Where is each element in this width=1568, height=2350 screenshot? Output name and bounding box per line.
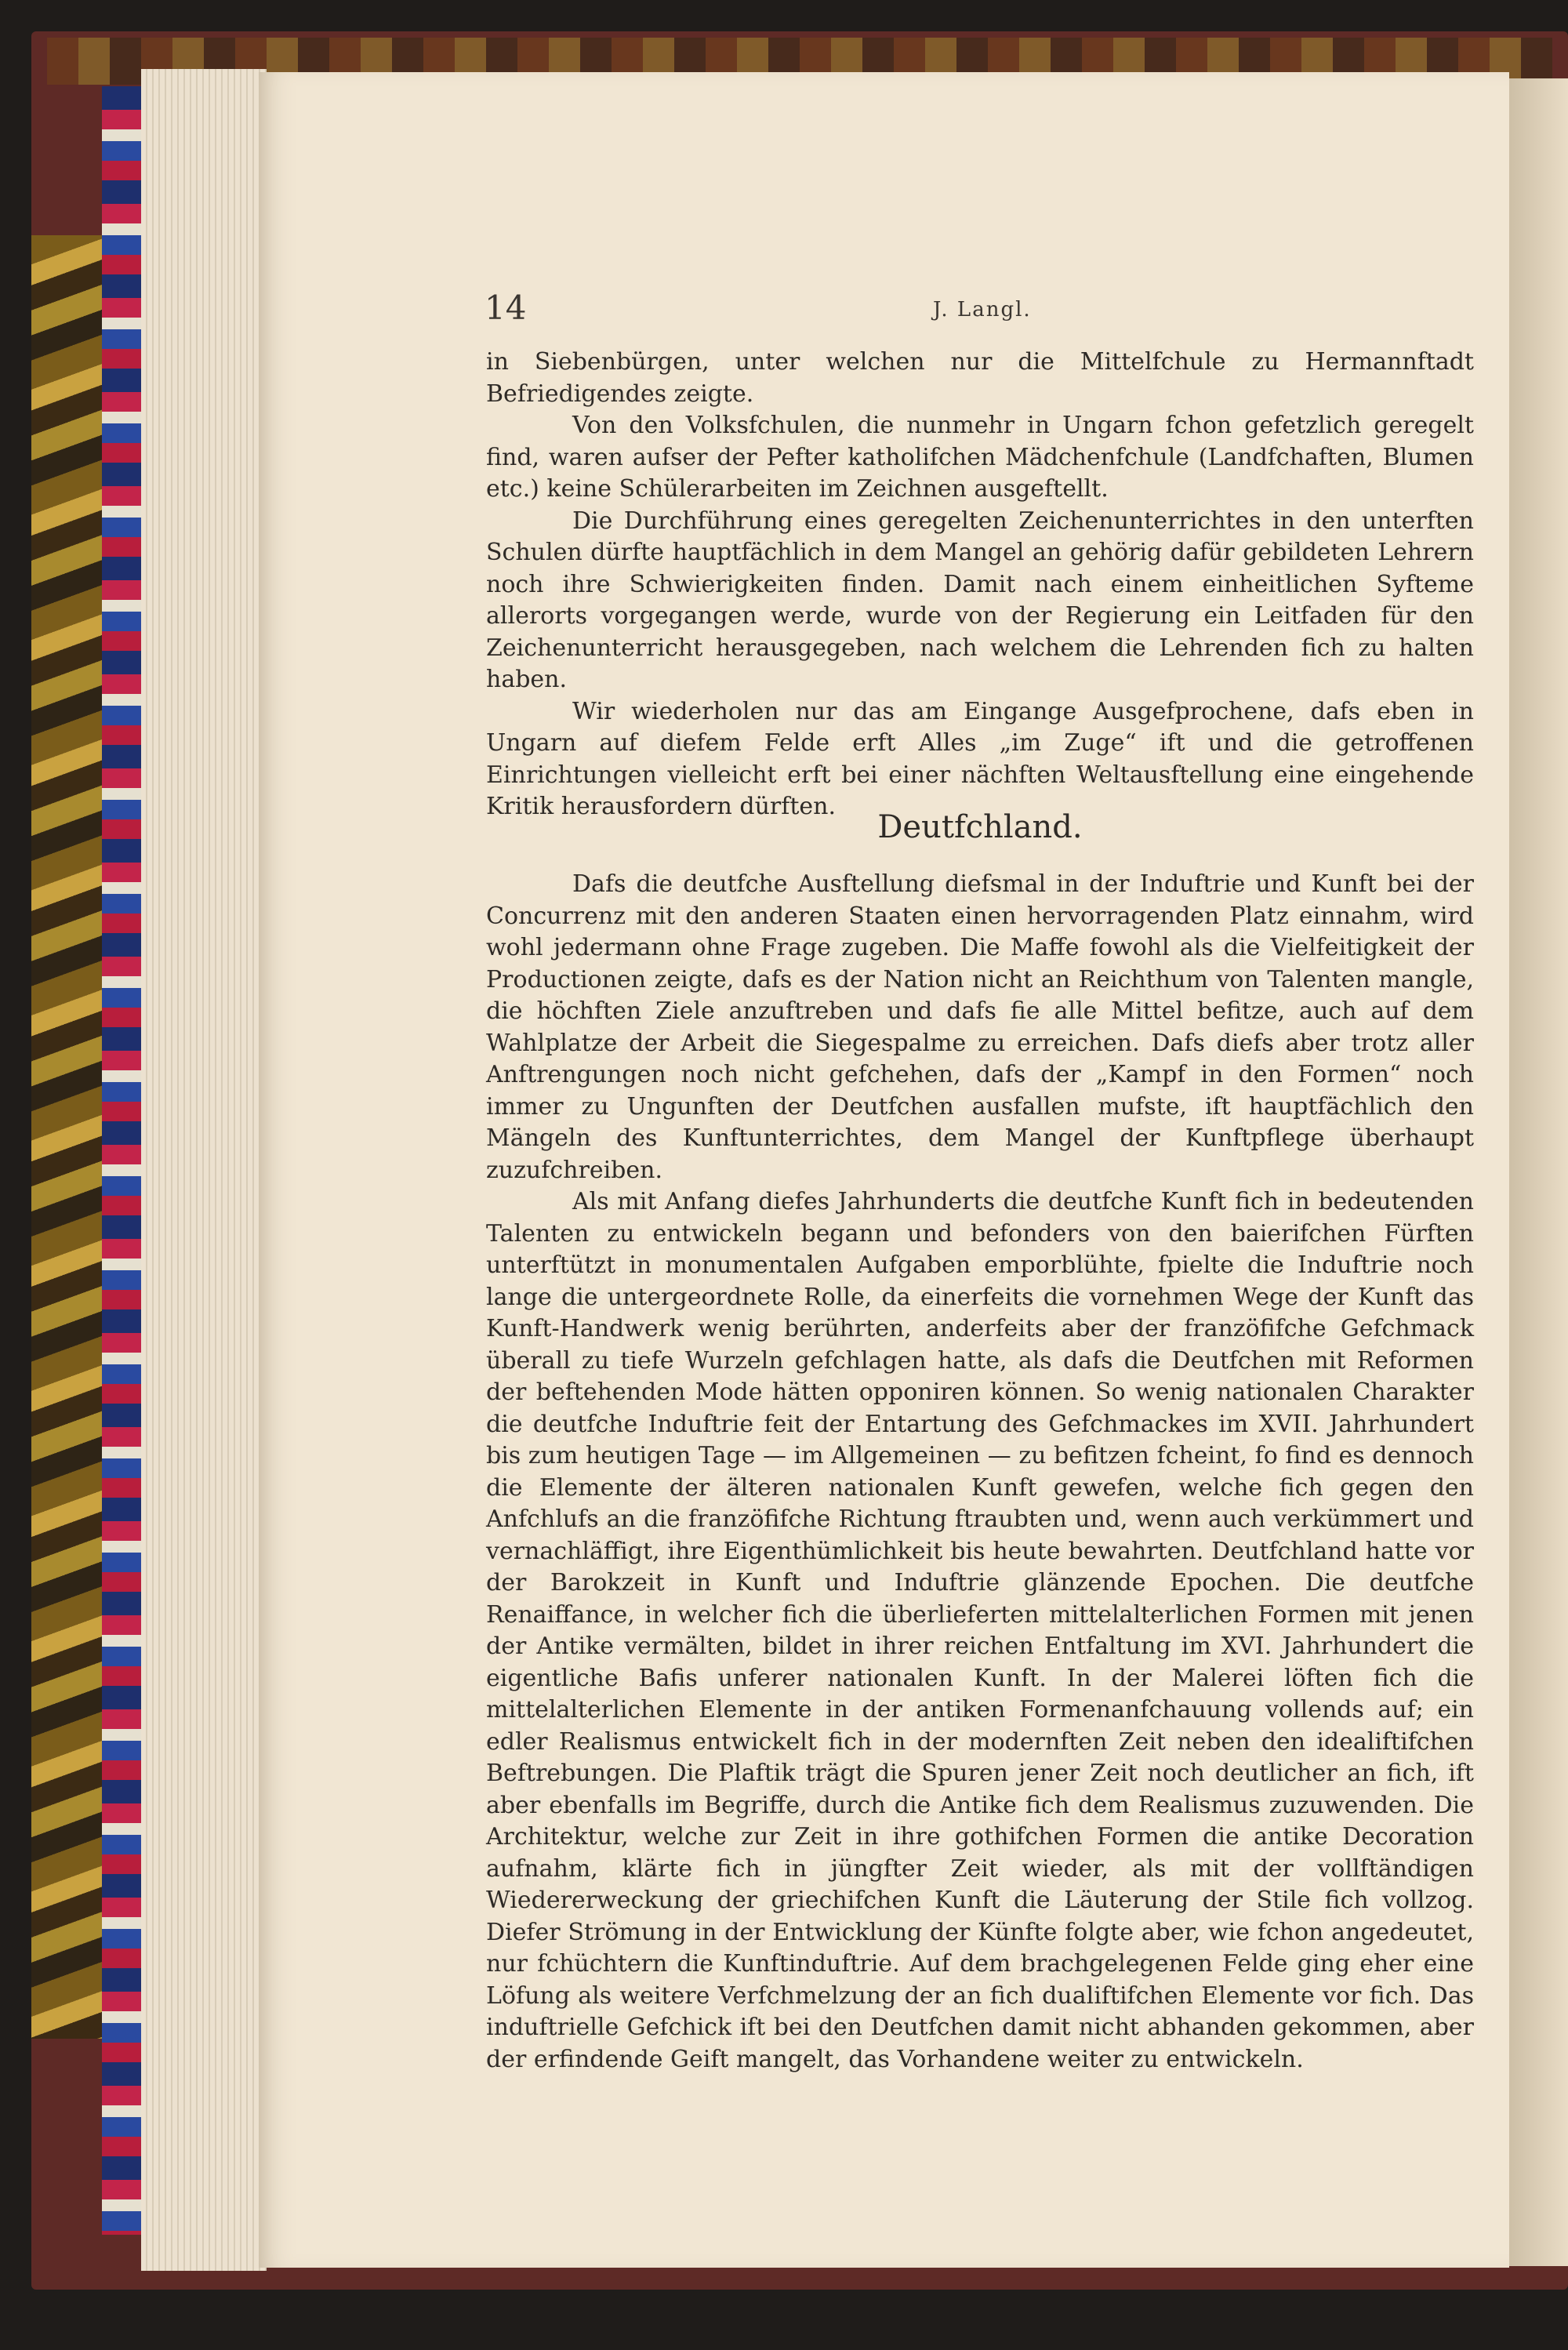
running-head: J. Langl. — [933, 298, 1032, 321]
paragraph: Wir wiederholen nur das am Eingange Ausgefprochene, dafs eben in Ungarn auf diefem Felde erft Alles „im Zuge“ ift und die getroffenen Einrichtungen vielleicht erft bei einer nächften Weltausftellung eine eingehende Kritik herausfordern dürften. — [486, 697, 1474, 820]
paragraph: Die Durchführung eines geregelten Zeichenunterrichtes in den unterften Schulen dürfte hauptfächlich in dem Mangel an gehörig dafür gebildeten Lehrern noch ihre Schwierigkeiten finden. Damit nach einem einheitlichen Syfteme allerorts vorgegangen werde, wurde von der Regierung ein Leitfaden für den Zeichenunterricht herausgegeben, nach welchem die Lehrenden fich zu halten haben. — [486, 507, 1474, 693]
paragraph: Von den Volksfchulen, die nunmehr in Ungarn fchon gefetzlich geregelt find, waren aufser der Pefter katholifchen Mädchenfchule (Landfchaften, Blumen etc.) keine Schülerarbeiten im Zeichnen ausgeftellt. — [486, 412, 1474, 503]
section-hungary-body — [486, 347, 1474, 823]
paragraph: Dafs die deutfche Ausftellung diefsmal in der Induftrie und Kunft bei der Concurrenz mit den anderen Staaten einen hervorragenden Platz einnahm, wird wohl jedermann ohne Frage zugeben. Die Maffe fowohl als die Vielfeitigkeit der Productionen zeigte, dafs es der Nation nicht an Reichthum von Talenten mangle, die höchften Ziele anzuftreben und dafs fie alle Mittel befitze, auch auf dem Wahlplatze der Arbeit die Siegespalme zu erreichen. Dafs diefs aber trotz aller Anftrengungen noch nicht gefchehen, dafs der „Kampf in den Formen“ noch immer zu Ungunften der Deutfchen ausfallen mufste, ift hauptfächlich den Mängeln des Kunftunterrichtes, dem Mangel der Kunftpflege überhaupt zuzufchreiben. — [486, 870, 1474, 1184]
page-block-edges — [141, 69, 267, 2271]
facing-page-edge — [1509, 78, 1568, 2266]
paragraph: Als mit Anfang diefes Jahrhunderts die deutfche Kunft fich in bedeutenden Talenten zu entwickeln begann und befonders von den baierifchen Fürften unterftützt in monumentalen Aufgaben emporblühte, fpielte die Induftrie noch lange die untergeordnete Rolle, da einerfeits die vornehmen Wege der Kunft das Kunft-Handwerk wenig berührten, anderfeits aber der franzöfifche Gefchmack überall zu tiefe Wurzeln gefchlagen hatte, als dafs die Deutfchen mit Reformen der beftehenden Mode hätten opponiren können. So wenig nationalen Charakter die deutfche Induftrie feit der Entartung des Gefchmackes im XVII. Jahrhundert bis zum heutigen Tage — im Allgemeinen — zu befitzen fcheint, fo find es dennoch die Elemente der älteren nationalen Kunft gewefen, welche fich gegen den Anfchlufs an die franzöfifche Richtung ftraubten und, wenn auch verkümmert und vernachläffigt, ihre Eigenthümlichkeit bis heute bewahrten. Deutfchland hatte vor der Barokzeit in Kunft und Induftrie glänzende Epochen. Die deutfche Renaiffance, in welcher fich die überlieferten mittelalterlichen Formen mit jenen der Antike vermälten, bildet in ihrer reichen Entfaltung im XVI. Jahrhundert die eigentliche Bafis unferer nationalen Kunft. In der Malerei löften fich die mittelalterlichen Elemente in der antiken Formenanfchauung vollends auf; ein edler Realismus entwickelt fich in der modernften Zeit neben den idealiftifchen Beftrebungen. Die Plaftik trägt die Spuren jener Zeit noch deutlicher an fich, ift aber ebenfalls im Begriffe, durch die Antike fich dem Realismus zuzuwenden. Die Architektur, welche zur Zeit in ihre gothifchen Formen die antike Decoration aufnahm, klärte fich in jüngfter Zeit wieder, als mit der vollftändigen Wiedererweckung der griechifchen Kunft die Läuterung der Stile fich vollzog. Diefer Strömung in der Entwicklung der Künfte folgte aber, wie fchon angedeutet, nur fchüchtern die Kunftinduftrie. Auf dem brachgelegenen Felde ging eher eine Löfung als weitere Verfchmelzung der an fich dualiftifchen Elemente vor fich. Das induftrielle Gefchick ift bei den Deutfchen damit nicht abhanden gekommen, aber der erfindende Geift mangelt, das Vorhandene weiter zu entwickeln. — [486, 1188, 1474, 2073]
section-heading: Deutfchland. — [877, 809, 1083, 845]
paragraph: in Siebenbürgen, unter welchen nur die Mittelfchule zu Hermannftadt Befriedigendes zeigte. — [486, 348, 1474, 408]
page-number: 14 — [485, 289, 527, 327]
marbled-board-edge — [31, 235, 110, 2039]
section-germany-body — [486, 869, 1474, 2076]
